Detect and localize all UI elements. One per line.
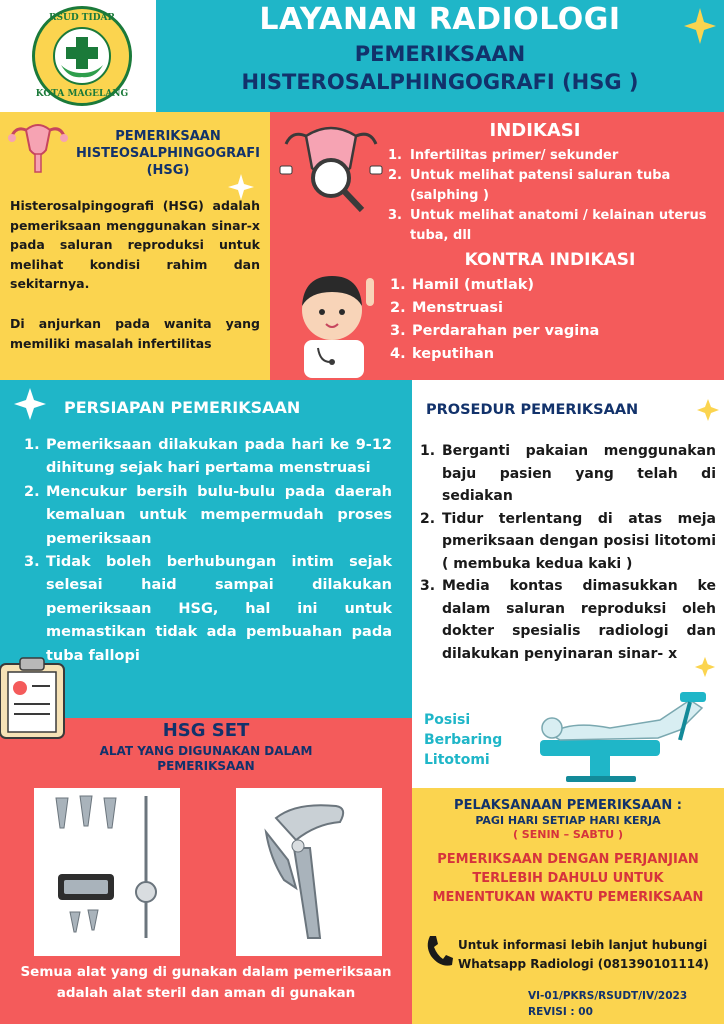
logo-bottom-text: KOTA MAGELANG [35,89,129,99]
logo-emblem [53,27,111,85]
procedure-section [412,380,724,698]
position-label-line3: Litotomi [424,752,490,768]
phone-icon [424,934,454,968]
definition-recommendation: Di anjurkan pada wanita yang memiliki masalah infertilitas [10,316,260,351]
definition-text: Histerosalpingografi (HSG) adalah pemeriksaan menggunakan sinar-x pada saluran reproduksi untuk melihat kondisi rahim dan sekitarnya. [10,198,260,291]
page-subtitle-line2: HISTEROSALPHINGOGRAFI (HSG ) [241,70,639,94]
contact-info [458,936,722,974]
uterus-icon [6,116,70,176]
indication-item-2: Untuk melihat patensi saluran tuba (salphing ) [410,168,671,203]
page-subtitle-line1: PEMERIKSAAN [354,42,526,66]
list-item: 1. Infertilitas primer/ sekunder [388,148,619,163]
list-item: 4. keputihan [390,346,495,362]
procedure-list [420,440,716,665]
list-item: 2. Untuk melihat patensi saluran tuba (salphing ) [388,168,671,203]
contact-line1: Untuk informasi lebih lanjut hubungi [458,938,708,952]
sparkle-icon [694,656,716,678]
list-item: 1. Pemeriksaan dilakukan pada hari ke 9-12 dihitung sejak hari pertama menstruasi [24,437,392,477]
doctor-illustration-icon [284,262,384,378]
hsg-set-heading: HSG SET [162,720,250,741]
sparkle-icon [682,6,718,46]
uterus-magnifier-icon [276,116,386,216]
list-item: 1. Hamil (mutlak) [390,277,535,293]
preparation-item-3: Tidak boleh berhubungan intim sejak selesai haid sampai dilakukan pemeriksaan HSG, hal ini untuk memastikan tidak ada pembuahan pada tuba fallopi [46,554,392,664]
sparkle-icon [12,386,48,422]
logo-area [0,0,156,112]
schedule-section [412,788,724,988]
position-label-line2: Berbaring [424,732,503,748]
hospital-logo [32,6,132,106]
definition-heading-line2: HISTEOSALPHINGOGRAFI [76,146,260,161]
contraindication-item-4: keputihan [412,346,495,362]
hsg-instruments-image [34,788,180,956]
lithotomy-table-icon [530,690,720,784]
preparation-heading: PERSIAPAN PEMERIKSAAN [64,398,301,417]
definition-heading-line3: (HSG) [146,163,190,178]
contraindication-list [390,274,710,366]
schedule-days: PAGI HARI SETIAP HARI KERJA [475,814,661,827]
position-label [424,710,544,770]
document-code: VI-01/PKRS/RSUDT/IV/2023 [528,990,688,1002]
preparation-list [24,434,392,668]
indication-section [270,112,724,380]
list-item: 1. Berganti pakaian menggunakan baju pasien yang telah di sediakan [420,443,716,504]
schedule-heading: PELAKSANAAN PEMERIKSAAN : [454,798,682,813]
speculum-image [236,788,382,956]
list-item: 3. Tidak boleh berhubungan intim sejak selesai haid sampai dilakukan pemeriksaan HSG, hal ini untuk memastikan tidak ada pembuahan pada tuba fallopi [24,554,392,664]
procedure-item-3: Media kontas dimasukkan ke dalam saluran reproduksi oleh dokter spesialis radiologi dan dilakukan penyinaran sinar- x [442,578,716,662]
indication-item-3: Untuk melihat anatomi / kelainan uterus tuba, dll [410,208,707,243]
contact-whatsapp: Whatsapp Radiologi (081390101114) [458,957,709,971]
appointment-notice: PEMERIKSAAN DENGAN PERJANJIAN TERLEBIH DAHULU UNTUK MENENTUKAN WAKTU PEMERIKSAAN [432,852,704,905]
list-item: 3. Media kontas dimasukkan ke dalam saluran reproduksi oleh dokter spesialis radiologi dan dilakukan penyinaran sinar- x [420,578,716,662]
preparation-item-2: Mencukur bersih bulu-bulu pada daerah kemaluan untuk mempermudah proses pemeriksaan [46,483,392,547]
definition-heading-line1: PEMERIKSAAN [115,129,221,144]
sparkle-icon [696,398,720,422]
procedure-item-1: Berganti pakaian menggunakan baju pasien yang telah di sediakan [442,443,716,504]
logo-top-text: RSUD TIDAR [49,13,115,23]
contraindication-item-3: Perdarahan per vagina [412,323,600,339]
indication-heading: INDIKASI [489,120,581,141]
list-item: 2. Menstruasi [390,300,504,316]
position-section [412,698,724,788]
preparation-item-1: Pemeriksaan dilakukan pada hari ke 9-12 dihitung sejak hari pertama menstruasi [46,437,392,477]
green-cross-icon [55,29,109,83]
contraindication-heading: KONTRA INDIKASI [464,250,636,270]
list-item: 2. Tidur terlentang di atas meja pmeriksaan dengan posisi litotomi ( membuka kedua kaki ) [420,510,716,572]
contraindication-item-1: Hamil (mutlak) [412,277,535,293]
indication-list [388,146,718,246]
position-label-line1: Posisi [424,712,471,728]
page-title: LAYANAN RADIOLOGI [259,2,621,37]
definition-section [0,112,270,380]
list-item: 3. Perdarahan per vagina [390,323,600,339]
footer [412,988,724,1024]
revision-number: REVISI : 00 [528,1006,593,1018]
list-item: 2. Mencukur bersih bulu-bulu pada daerah kemaluan untuk mempermudah proses pemeriksaan [24,483,392,547]
speculum-icon [236,788,382,956]
hsg-set-section [0,718,412,1024]
cannula-set-icon [34,788,180,956]
schedule-range: ( SENIN – SABTU ) [512,828,624,841]
hsg-set-note: Semua alat yang di gunakan dalam pemeriksaan adalah alat steril dan aman di gunakan [20,964,392,1001]
indication-item-1: Infertilitas primer/ sekunder [410,148,619,163]
hsg-set-subheading: ALAT YANG DIGUNAKAN DALAM PEMERIKSAAN [99,744,313,773]
contraindication-item-2: Menstruasi [412,300,504,316]
procedure-heading: PROSEDUR PEMERIKSAAN [426,402,639,418]
procedure-item-2: Tidur terlentang di atas meja pmeriksaan dengan posisi litotomi ( membuka kedua kaki ) [442,510,716,572]
list-item: 3. Untuk melihat anatomi / kelainan uterus tuba, dll [388,208,707,243]
